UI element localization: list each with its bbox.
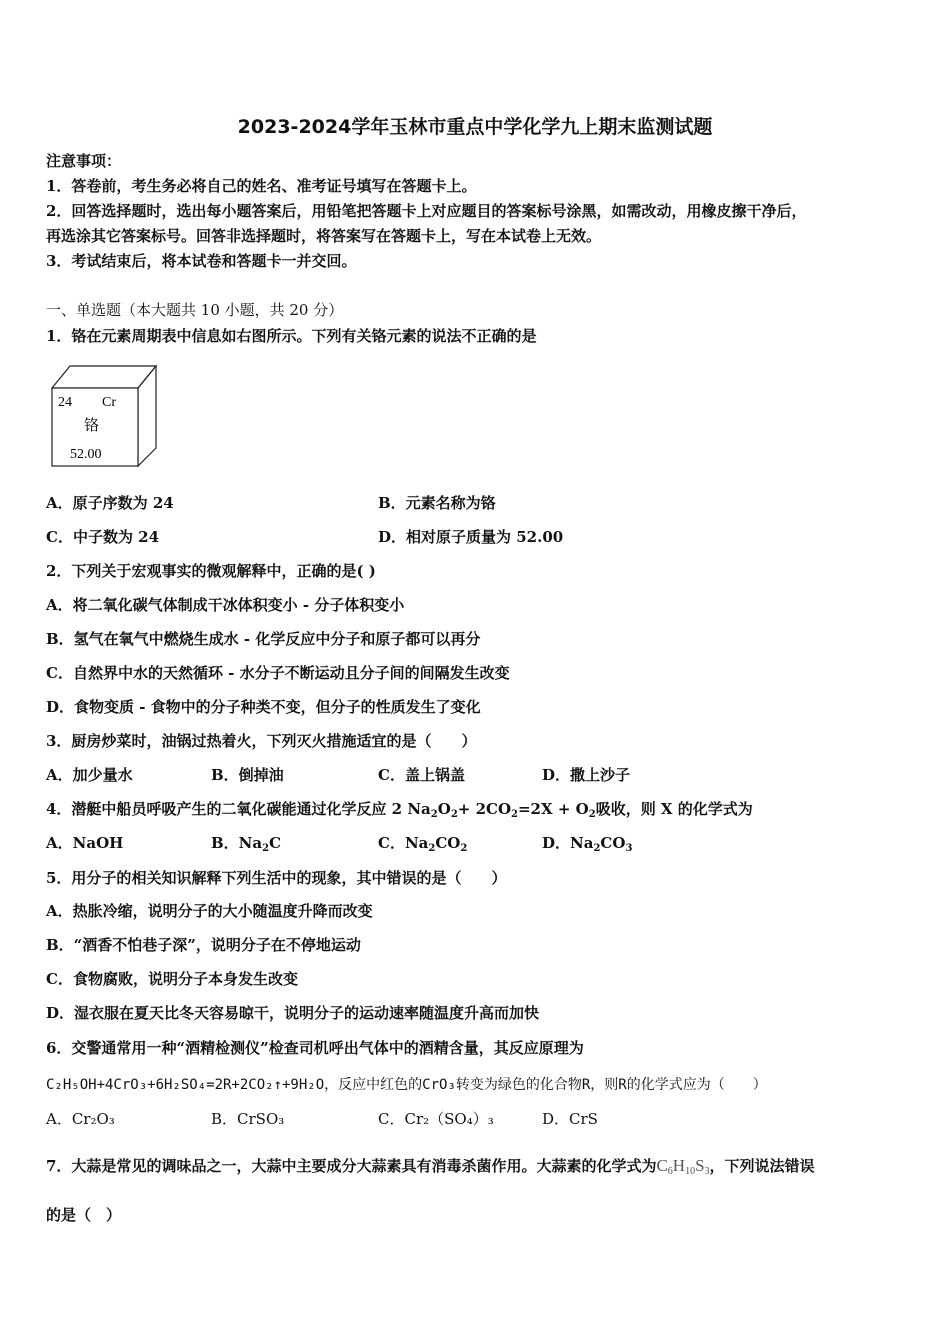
element-mass: 52.00 (70, 447, 102, 462)
q3-option-c: C．盖上锅盖 (378, 766, 465, 784)
element-name: 铬 (84, 416, 100, 434)
q5-option-d: D．湿衣服在夏天比冬天容易晾干，说明分子的运动速率随温度升高而加快 (46, 1004, 540, 1022)
q4-stem: 4．潜艇中船员呼吸产生的二氧化碳能通过化学反应 2 $Na_2O_2+ 2CO_2=2X + O_2$吸收，则 X 的化学式为 (46, 800, 753, 820)
q5-option-b: B．“酒香不怕巷子深”，说明分子在不停地运动 (46, 936, 361, 954)
notice-item: 1．答卷前，考生务必将自己的姓名、准考证号填写在答题卡上。 (46, 177, 477, 195)
q5-option-a: A．热胀冷缩，说明分子的大小随温度升降而改变 (46, 902, 373, 920)
q6-option-c: C．Cr₂（SO₄）₃ (378, 1110, 494, 1128)
q1-option-c: C．中子数为 24 (46, 528, 160, 546)
element-symbol: Cr (102, 395, 116, 410)
q6-stem: 6．交警通常用一种“酒精检测仪”检查司机呼出气体中的酒精含量，其反应原理为 (46, 1039, 584, 1057)
q3-option-b: B．倒掉油 (211, 766, 284, 784)
page-title: 2023-2024学年玉林市重点中学化学九上期末监测试题 (237, 116, 713, 138)
q4-option-c: C．$Na_2CO_2$ (378, 834, 468, 854)
allicin-formula: $C_6H_{10}S_3$ (656, 1156, 710, 1177)
q3-option-d: D．撒上沙子 (542, 766, 631, 784)
q2-stem: 2．下列关于宏观事实的微观解释中，正确的是( ) (46, 562, 376, 580)
q4-option-a: A．NaOH (46, 834, 124, 852)
q2-option-d: D．食物变质 - 食物中的分子种类不变，但分子的性质发生了变化 (46, 698, 481, 716)
q2-option-a: A．将二氧化碳气体制成干冰体积变小 - 分子体积变小 (46, 596, 405, 614)
notice-item: 再选涂其它答案标号。回答非选择题时，将答案写在答题卡上，写在本试卷上无效。 (46, 227, 602, 245)
q7-stem: 7．大蒜是常见的调味品之一，大蒜中主要成分大蒜素具有消毒杀菌作用。大蒜素的化学式为$C_6H_{10}S_3$，下列说法错误 (46, 1156, 815, 1177)
q6-option-d: D．CrS (542, 1110, 598, 1128)
q1-option-a: A．原子序数为 24 (46, 494, 174, 512)
notice-item: 3．考试结束后，将本试卷和答题卡一并交回。 (46, 252, 357, 270)
q7-stem-line2: 的是（ ） (46, 1206, 122, 1224)
q6-equation: C₂H₅OH+4CrO₃+6H₂SO₄=2R+2CO₂↑+9H₂O，反应中红色的CrO₃转变为绿色的化合物R，则R的化学式应为（ ） (46, 1077, 767, 1093)
q4-option-d: D．$Na_2CO_3$ (542, 834, 633, 854)
notice-item: 2．回答选择题时，选出每小题答案后，用铅笔把答题卡上对应题目的答案标号涂黑，如需改动，用橡皮擦干净后， (46, 202, 807, 220)
q6-option-b: B．CrSO₃ (211, 1110, 285, 1128)
q5-stem: 5．用分子的相关知识解释下列生活中的现象，其中错误的是（ ） (46, 869, 507, 887)
q1-option-d: D．相对原子质量为 52.00 (378, 528, 564, 546)
element-atomic-number: 24 (58, 395, 72, 410)
q1-stem: 1．铬在元素周期表中信息如右图所示。下列有关铬元素的说法不正确的是 (46, 327, 537, 345)
q5-option-c: C．食物腐败，说明分子本身发生改变 (46, 970, 298, 988)
q3-option-a: A．加少量水 (46, 766, 133, 784)
notice-heading: 注意事项： (46, 152, 122, 170)
element-cell-figure (50, 364, 158, 468)
q1-option-b: B．元素名称为铬 (378, 494, 496, 512)
q2-option-c: C．自然界中水的天然循环 - 水分子不断运动且分子间的间隔发生改变 (46, 664, 510, 682)
q4-option-b: B．$Na_2C$ (211, 834, 282, 854)
section-heading: 一、单选题（本大题共 10 小题，共 20 分） (46, 301, 344, 319)
q2-option-b: B．氢气在氧气中燃烧生成水 - 化学反应中分子和原子都可以再分 (46, 630, 481, 648)
q6-option-a: A．Cr₂O₃ (46, 1110, 115, 1128)
q3-stem: 3．厨房炒菜时，油锅过热着火，下列灭火措施适宜的是（ ） (46, 732, 477, 750)
